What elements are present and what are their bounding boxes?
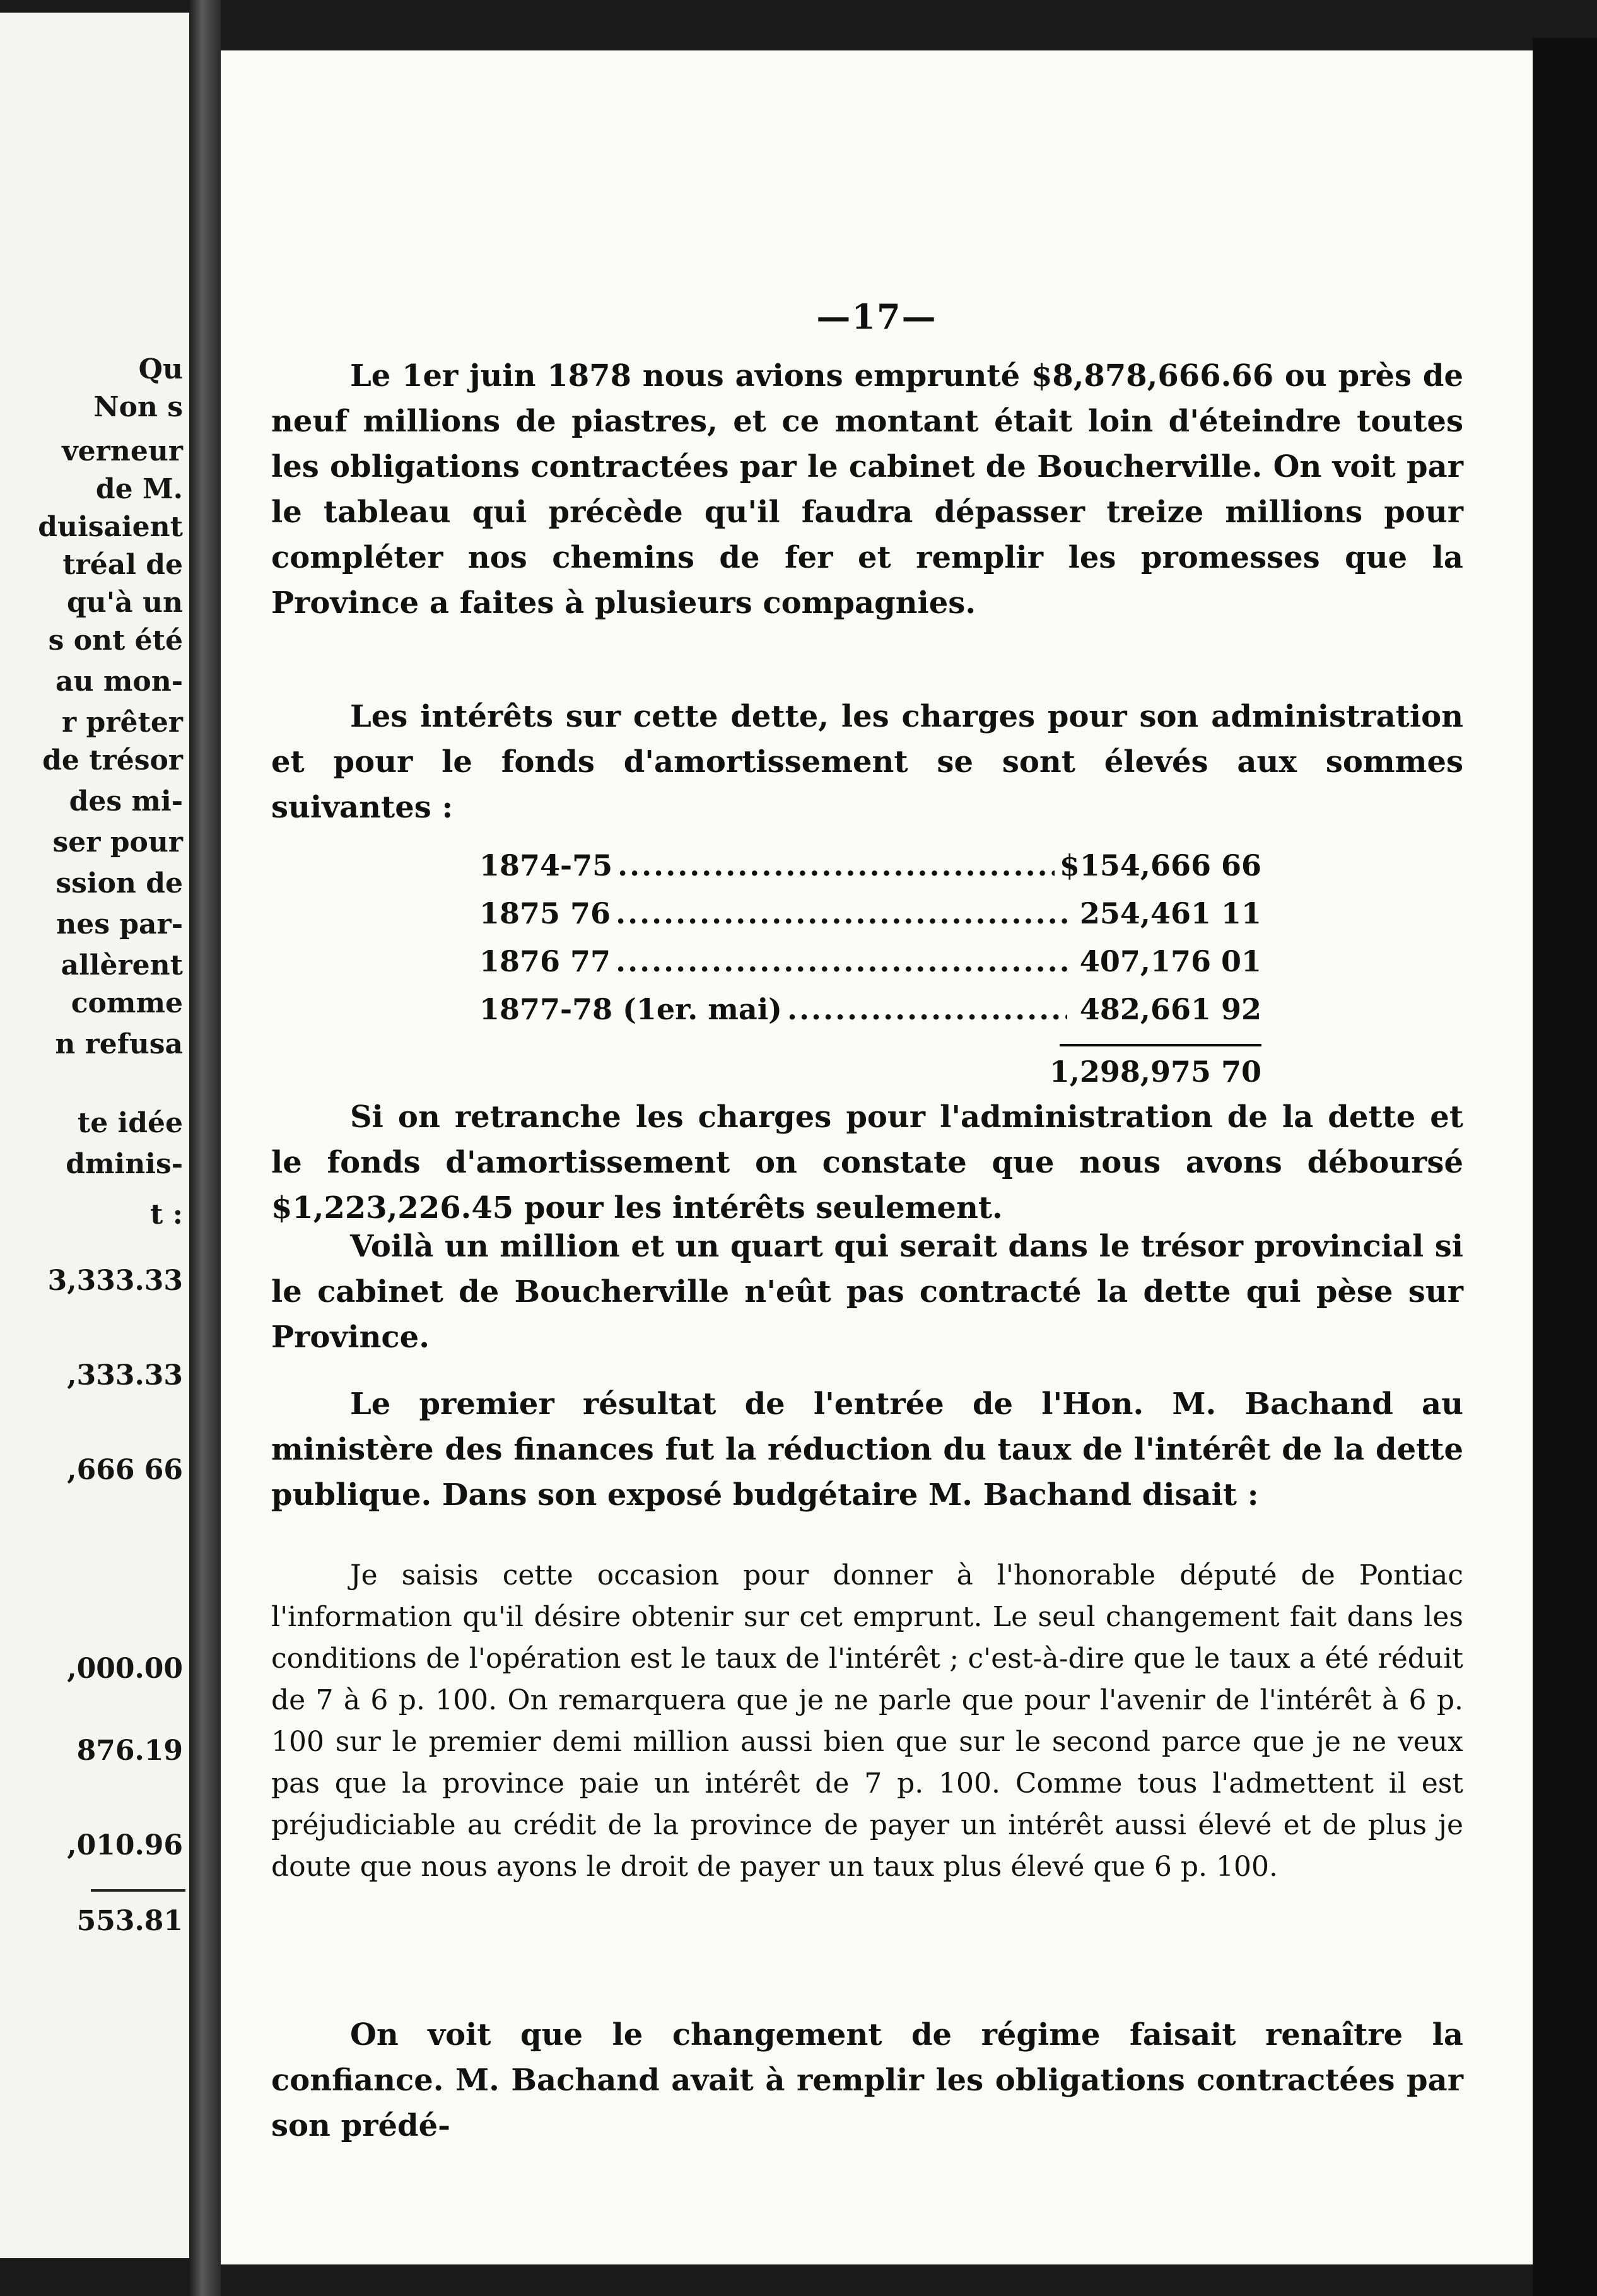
left-page-fragment: ,666 66 xyxy=(67,1454,183,1486)
paragraph-text: Le premier résultat de l'entrée de l'Hon. M. Bachand au ministère des finances fut la réduction du taux de l'intérêt de la dette publique. Dans son exposé budgétaire M. Bachand disait : xyxy=(271,1386,1463,1513)
left-page-fragment: des mi- xyxy=(69,785,183,817)
paragraph-bachand-result xyxy=(271,1381,1463,1518)
interest-ledger-table xyxy=(479,848,1261,1097)
ledger-amount: 254,461 11 xyxy=(1079,896,1261,930)
left-page-fragment: dminis- xyxy=(66,1148,183,1180)
left-page-fragment: verneur xyxy=(62,435,183,467)
paragraph-interest-intro xyxy=(271,694,1463,830)
paragraph-loan-summary xyxy=(271,353,1463,626)
ledger-amount: 482,661 92 xyxy=(1079,992,1261,1026)
paragraph-text: Les intérêts sur cette dette, les charges pour son administration et pour le fonds d'amortissement se sont élevés aux sommes suivantes : xyxy=(271,699,1463,825)
ledger-row xyxy=(479,896,1261,944)
left-page-fragment: te idée xyxy=(77,1107,183,1139)
ledger-row xyxy=(479,944,1261,992)
ledger-leader-dots xyxy=(616,944,1067,978)
left-page-fragment: qu'à un xyxy=(66,587,183,619)
ledger-amount: $154,666 66 xyxy=(1059,848,1261,882)
ledger-year: 1874-75 xyxy=(479,848,613,882)
left-page-fragment: ,010.96 xyxy=(67,1829,183,1861)
left-page-fragment: ser pour xyxy=(52,826,183,858)
ledger-leader-dots xyxy=(787,992,1067,1026)
left-page-fragment: nes par- xyxy=(56,908,183,940)
ledger-leader-dots xyxy=(616,896,1067,930)
left-page-fragment: allèrent xyxy=(61,949,183,981)
ledger-row xyxy=(479,848,1261,896)
ledger-amount: 407,176 01 xyxy=(1079,944,1261,978)
left-page-fragment: ,000.00 xyxy=(67,1653,183,1685)
left-page-fragment: de M. xyxy=(95,473,183,505)
ledger-row xyxy=(479,992,1261,1040)
left-page-fragment: Qu xyxy=(138,353,183,385)
ledger-total: 1,298,975 70 xyxy=(1049,1055,1261,1089)
quote-text: Je saisis cette occasion pour donner à l'honorable député de Pontiac l'information qu'il désire obtenir sur cet emprunt. Le seul changement fait dans les conditions de l'opération est le taux de l'intérêt ; c'est-à-dire que le taux a été réduit de 7 à 6 p. 100. On remarquera que je ne parle que pour l'avenir de l'intérêt à 6 p. 100 sur le premier demi million aussi bien que sur le second parce que je ne veux pas que la province paie un intérêt de 7 p. 100. Comme tous l'admettent il est préjudiciable au crédit de la province de payer un intérêt aussi élevé et de plus je doute que nous ayons le droit de payer un taux plus élevé que 6 p. 100. xyxy=(271,1559,1463,1883)
left-page-sum-rule xyxy=(91,1889,185,1892)
paragraph-confidence xyxy=(271,2012,1463,2148)
left-page-fragment: 553.81 xyxy=(76,1905,183,1937)
left-page-fragment: comme xyxy=(71,987,183,1019)
budget-speech-quote xyxy=(271,1555,1463,1888)
book-binding-shadow xyxy=(189,0,221,2296)
left-page-fragment: r prêter xyxy=(62,706,183,739)
page-number: —17— xyxy=(816,296,937,337)
left-page-fragment: n refusa xyxy=(55,1028,183,1060)
paragraph-text: Le 1er juin 1878 nous avions emprunté $8,878,666.66 ou près de neuf millions de piastres, et ce montant était loin d'éteindre toutes les obligations contractées par le cabinet de Boucherville. On voit par le tableau qui précède qu'il faudra dépasser treize millions pour compléter nos chemins de fer et remplir les promesses que la Province a faites à plusieurs compagnies. xyxy=(271,358,1463,621)
paragraph-text: Voilà un million et un quart qui serait dans le trésor provincial si le cabinet de Boucherville n'eût pas contracté la dette qui pèse sur Province. xyxy=(271,1229,1463,1355)
left-page-fragment: duisaient xyxy=(38,511,183,543)
left-page-fragment: ,333.33 xyxy=(67,1359,183,1391)
left-page-fragment: au mon- xyxy=(56,665,183,698)
left-page-fragment: ssion de xyxy=(56,867,183,899)
paragraph-text: Si on retranche les charges pour l'administration de la dette et le fonds d'amortissement on constate que nous avons déboursé $1,223,226.45 pour les intérêts seulement. xyxy=(271,1099,1463,1226)
scan-right-edge xyxy=(1533,38,1597,2296)
paragraph-interest-only xyxy=(271,1094,1463,1231)
left-page-fragment: tréal de xyxy=(62,549,183,581)
left-page-fragment: s ont été xyxy=(48,624,183,657)
left-page-fragment: Non s xyxy=(93,391,183,423)
paragraph-million-quarter xyxy=(271,1224,1463,1360)
paragraph-text: On voit que le changement de régime faisait renaître la confiance. M. Bachand avait à remplir les obligations contractées par son prédé- xyxy=(271,2017,1463,2143)
left-page-fragment: de trésor xyxy=(42,744,183,776)
adjacent-left-page xyxy=(0,13,189,2258)
left-page-fragment: 3,333.33 xyxy=(47,1265,183,1297)
ledger-year: 1876 77 xyxy=(479,944,611,978)
ledger-year: 1875 76 xyxy=(479,896,611,930)
ledger-leader-dots xyxy=(617,848,1055,882)
left-page-fragment: 876.19 xyxy=(76,1735,183,1767)
left-page-fragment: t : xyxy=(150,1198,183,1231)
document-page xyxy=(221,50,1533,2264)
ledger-year: 1877-78 (1er. mai) xyxy=(479,992,782,1026)
